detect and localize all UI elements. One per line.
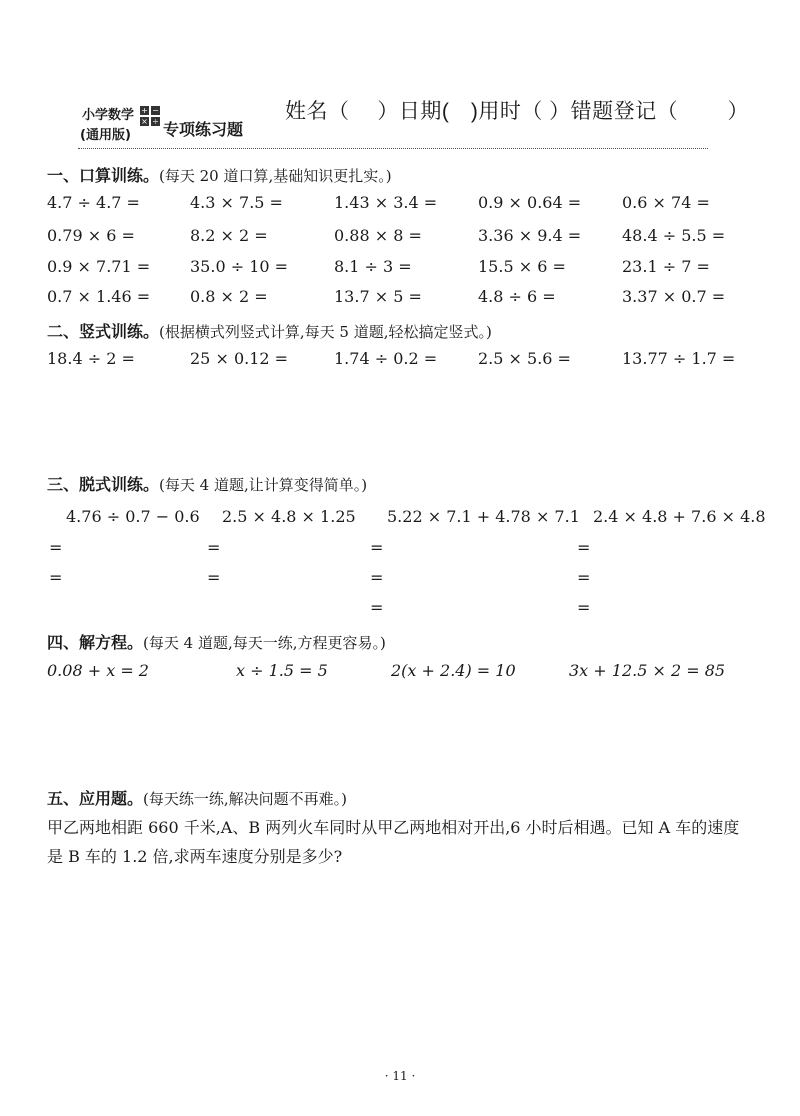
equation-question: 0.08 + x = 2 — [47, 661, 149, 680]
section3-title: 三、脱式训练。 — [47, 475, 160, 494]
equation-question: 2(x + 2.4) = 10 — [391, 661, 516, 680]
section4-note: (每天 4 道题,每天一练,方程更容易。) — [143, 634, 386, 652]
equals-sign: = — [577, 598, 591, 617]
vertical-question: 18.4 ÷ 2 = — [47, 349, 135, 368]
oral-question: 8.1 ÷ 3 = — [334, 257, 412, 276]
equals-sign: = — [370, 598, 384, 617]
equals-sign: = — [207, 568, 221, 587]
plus-icon: + — [141, 106, 148, 115]
header-info-fields: 姓名（ ）日期( )用时（ ）错题登记（ ） — [285, 100, 749, 123]
section1-note: (每天 20 道口算,基础知识更扎实。) — [159, 167, 392, 185]
vertical-question: 2.5 × 5.6 = — [478, 349, 571, 368]
section2-title: 二、竖式训练。 — [47, 322, 160, 341]
header-divider — [78, 148, 708, 149]
equals-sign: = — [49, 538, 63, 557]
divide-icon: ÷ — [152, 117, 159, 126]
oral-question: 23.1 ÷ 7 = — [622, 257, 710, 276]
vertical-question: 1.74 ÷ 0.2 = — [334, 349, 438, 368]
oral-question: 48.4 ÷ 5.5 = — [622, 226, 726, 245]
section1-heading — [47, 163, 392, 186]
oral-question: 0.88 × 8 = — [334, 226, 422, 245]
equals-sign: = — [577, 538, 591, 557]
oral-question: 4.8 ÷ 6 = — [478, 287, 556, 306]
oral-question: 0.6 × 74 = — [622, 193, 710, 212]
oral-question: 4.3 × 7.5 = — [190, 193, 283, 212]
equals-sign: = — [370, 538, 384, 557]
equals-sign: = — [207, 538, 221, 557]
section5-note: (每天练一练,解决问题不再难。) — [143, 790, 347, 808]
brand-line1: 小学数学 — [82, 108, 135, 123]
section2-heading — [47, 319, 492, 342]
section3-heading — [47, 472, 367, 495]
oral-question: 0.7 × 1.46 = — [47, 287, 151, 306]
word-problem-text: 甲乙两地相距 660 千米,A、B 两列火车同时从甲乙两地相对开出,6 小时后相遇。已知 A 车的速度是 B 车的 1.2 倍,求两车速度分别是多少? — [47, 818, 740, 866]
equation-question: 3x + 12.5 × 2 = 85 — [569, 661, 726, 680]
section3-note: (每天 4 道题,让计算变得简单。) — [159, 476, 368, 494]
brand-line2: (通用版) — [80, 128, 131, 143]
oral-question: 3.36 × 9.4 = — [478, 226, 582, 245]
oral-question: 0.9 × 7.71 = — [47, 257, 151, 276]
section1-title: 一、口算训练。 — [47, 166, 160, 185]
equals-sign: = — [49, 568, 63, 587]
operator-icon — [140, 104, 160, 142]
equals-sign: = — [577, 568, 591, 587]
oral-question: 15.5 × 6 = — [478, 257, 566, 276]
page-number: · 11 · — [384, 1069, 416, 1083]
equals-sign: = — [370, 568, 384, 587]
section4-title: 四、解方程。 — [47, 633, 144, 652]
oral-question: 0.9 × 0.64 = — [478, 193, 582, 212]
vertical-question: 13.77 ÷ 1.7 = — [622, 349, 736, 368]
oral-question: 4.7 ÷ 4.7 = — [47, 193, 140, 212]
oral-question: 0.79 × 6 = — [47, 226, 135, 245]
section5-title: 五、应用题。 — [47, 789, 144, 808]
stepwise-question: 4.76 ÷ 0.7 − 0.6 — [66, 507, 200, 526]
oral-question: 8.2 × 2 = — [190, 226, 268, 245]
stepwise-question: 2.4 × 4.8 + 7.6 × 4.8 — [593, 507, 766, 526]
stepwise-question: 2.5 × 4.8 × 1.25 — [222, 507, 356, 526]
oral-question: 0.8 × 2 = — [190, 287, 268, 306]
section5-heading — [47, 786, 347, 809]
section4-heading — [47, 630, 386, 653]
minus-icon: − — [152, 106, 159, 115]
section2-note: (根据横式列竖式计算,每天 5 道题,轻松搞定竖式。) — [159, 323, 492, 341]
stepwise-question: 5.22 × 7.1 + 4.78 × 7.1 — [387, 507, 580, 526]
oral-question: 35.0 ÷ 10 = — [190, 257, 289, 276]
times-icon: × — [141, 117, 148, 126]
oral-question: 13.7 × 5 = — [334, 287, 422, 306]
vertical-question: 25 × 0.12 = — [190, 349, 289, 368]
oral-question: 3.37 × 0.7 = — [622, 287, 726, 306]
brand-title: 专项练习题 — [163, 120, 244, 139]
oral-question: 1.43 × 3.4 = — [334, 193, 438, 212]
equation-question: x ÷ 1.5 = 5 — [236, 661, 328, 680]
